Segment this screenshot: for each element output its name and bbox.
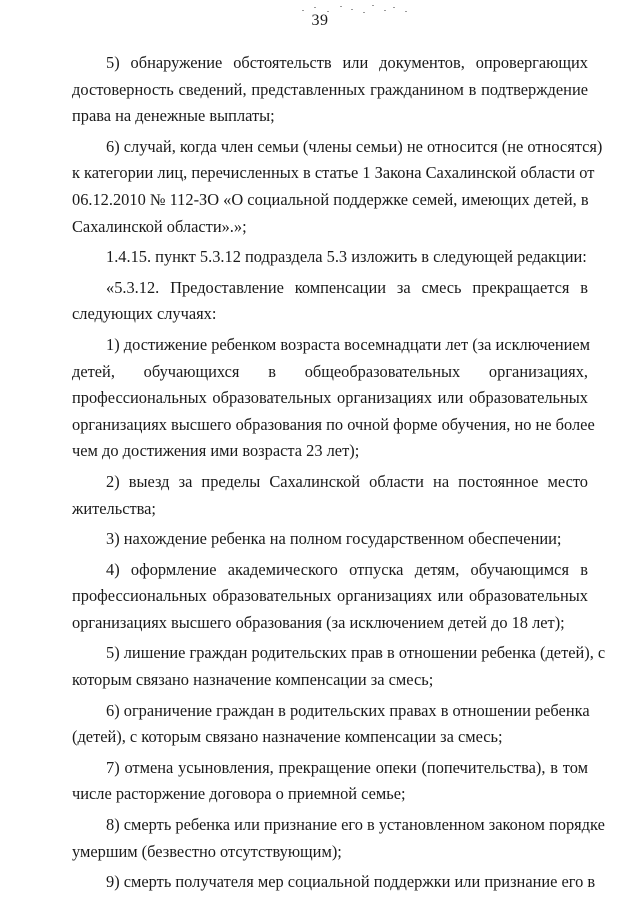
paragraph-item-5-obnaruzhenie bbox=[72, 50, 588, 130]
text-line: достоверность сведений, представленных гражданином в подтверждение bbox=[72, 79, 588, 99]
text-line: детей, обучающихся в общеобразовательных организациях, bbox=[72, 361, 588, 381]
text-line: умершим (безвестно отсутствующим); bbox=[72, 841, 342, 861]
text-line: Сахалинской области».»; bbox=[72, 216, 247, 236]
text-line: организациях высшего образования (за исключением детей до 18 лет); bbox=[72, 612, 565, 632]
text-line: профессиональных образовательных организациях или образовательных bbox=[72, 586, 588, 606]
text-line: 06.12.2010 № 112-ЗО «О социальной поддержке семей, имеющих детей, в bbox=[72, 189, 589, 209]
text-line: 3) нахождение ребенка на полном государственном обеспечении; bbox=[106, 529, 562, 549]
paragraph-item-1-4-15 bbox=[72, 244, 588, 271]
text-line: 5) обнаружение обстоятельств или документов, опровергающих bbox=[106, 53, 588, 72]
text-line: организациях высшего образования по очной форме обучения, но не более bbox=[72, 414, 595, 434]
text-line: следующих случаях: bbox=[72, 304, 217, 324]
page-number: 39 bbox=[311, 12, 329, 29]
document-body bbox=[72, 50, 606, 900]
text-line: жительства; bbox=[72, 498, 156, 518]
text-line: 6) ограничение граждан в родительских правах в отношении ребенка bbox=[106, 700, 590, 720]
text-line: 8) смерть ребенка или признание его в установленном законом порядке bbox=[106, 815, 605, 835]
paragraph-item-6-sluchay bbox=[72, 134, 603, 240]
text-line: 1) достижение ребенком возраста восемнадцати лет (за исключением bbox=[106, 334, 591, 354]
paragraph-case-3 bbox=[72, 526, 588, 553]
text-line: (детей), с которым связано назначение компенсации за смесь; bbox=[72, 727, 503, 747]
paragraph-case-9 bbox=[72, 869, 596, 896]
paragraph-gap bbox=[72, 896, 588, 900]
paragraph-case-6 bbox=[72, 698, 588, 751]
text-line: профессиональных образовательных организациях или образовательных bbox=[72, 388, 588, 408]
text-line: которым связано назначение компенсации за смесь; bbox=[72, 670, 434, 690]
text-line: числе расторжение договора о приемной семье; bbox=[72, 784, 406, 804]
text-line: 7) отмена усыновления, прекращение опеки (попечительства), в том bbox=[106, 757, 588, 777]
paragraph-case-8 bbox=[72, 812, 605, 865]
text-line: 4) оформление академического отпуска детям, обучающимся в bbox=[106, 559, 588, 579]
paragraph-case-4 bbox=[72, 557, 588, 637]
text-line: чем до достижения ими возраста 23 лет); bbox=[72, 441, 360, 461]
text-line: к категории лиц, перечисленных в статье 1 Закона Сахалинской области от bbox=[72, 163, 595, 183]
text-line: «5.3.12. Предоставление компенсации за смесь прекращается в bbox=[106, 277, 588, 297]
text-line: 5) лишение граждан родительских прав в отношении ребенка (детей), с bbox=[106, 643, 606, 663]
paragraph-item-5-3-12 bbox=[72, 275, 588, 328]
text-line: 2) выезд за пределы Сахалинской области на постоянное место bbox=[106, 471, 588, 491]
text-line: 9) смерть получателя мер социальной поддержки или признание его в bbox=[106, 872, 596, 892]
text-line: права на денежные выплаты; bbox=[72, 106, 275, 126]
paragraph-case-2 bbox=[72, 469, 588, 522]
paragraph-case-5 bbox=[72, 640, 606, 693]
paragraph-case-1 bbox=[72, 332, 595, 465]
paragraph-case-7 bbox=[72, 755, 588, 808]
text-line: 6) случай, когда член семьи (члены семьи) не относится (не относятся) bbox=[106, 136, 603, 156]
text-line: 1.4.15. пункт 5.3.12 подраздела 5.3 изложить в следующей редакции: bbox=[106, 247, 587, 267]
